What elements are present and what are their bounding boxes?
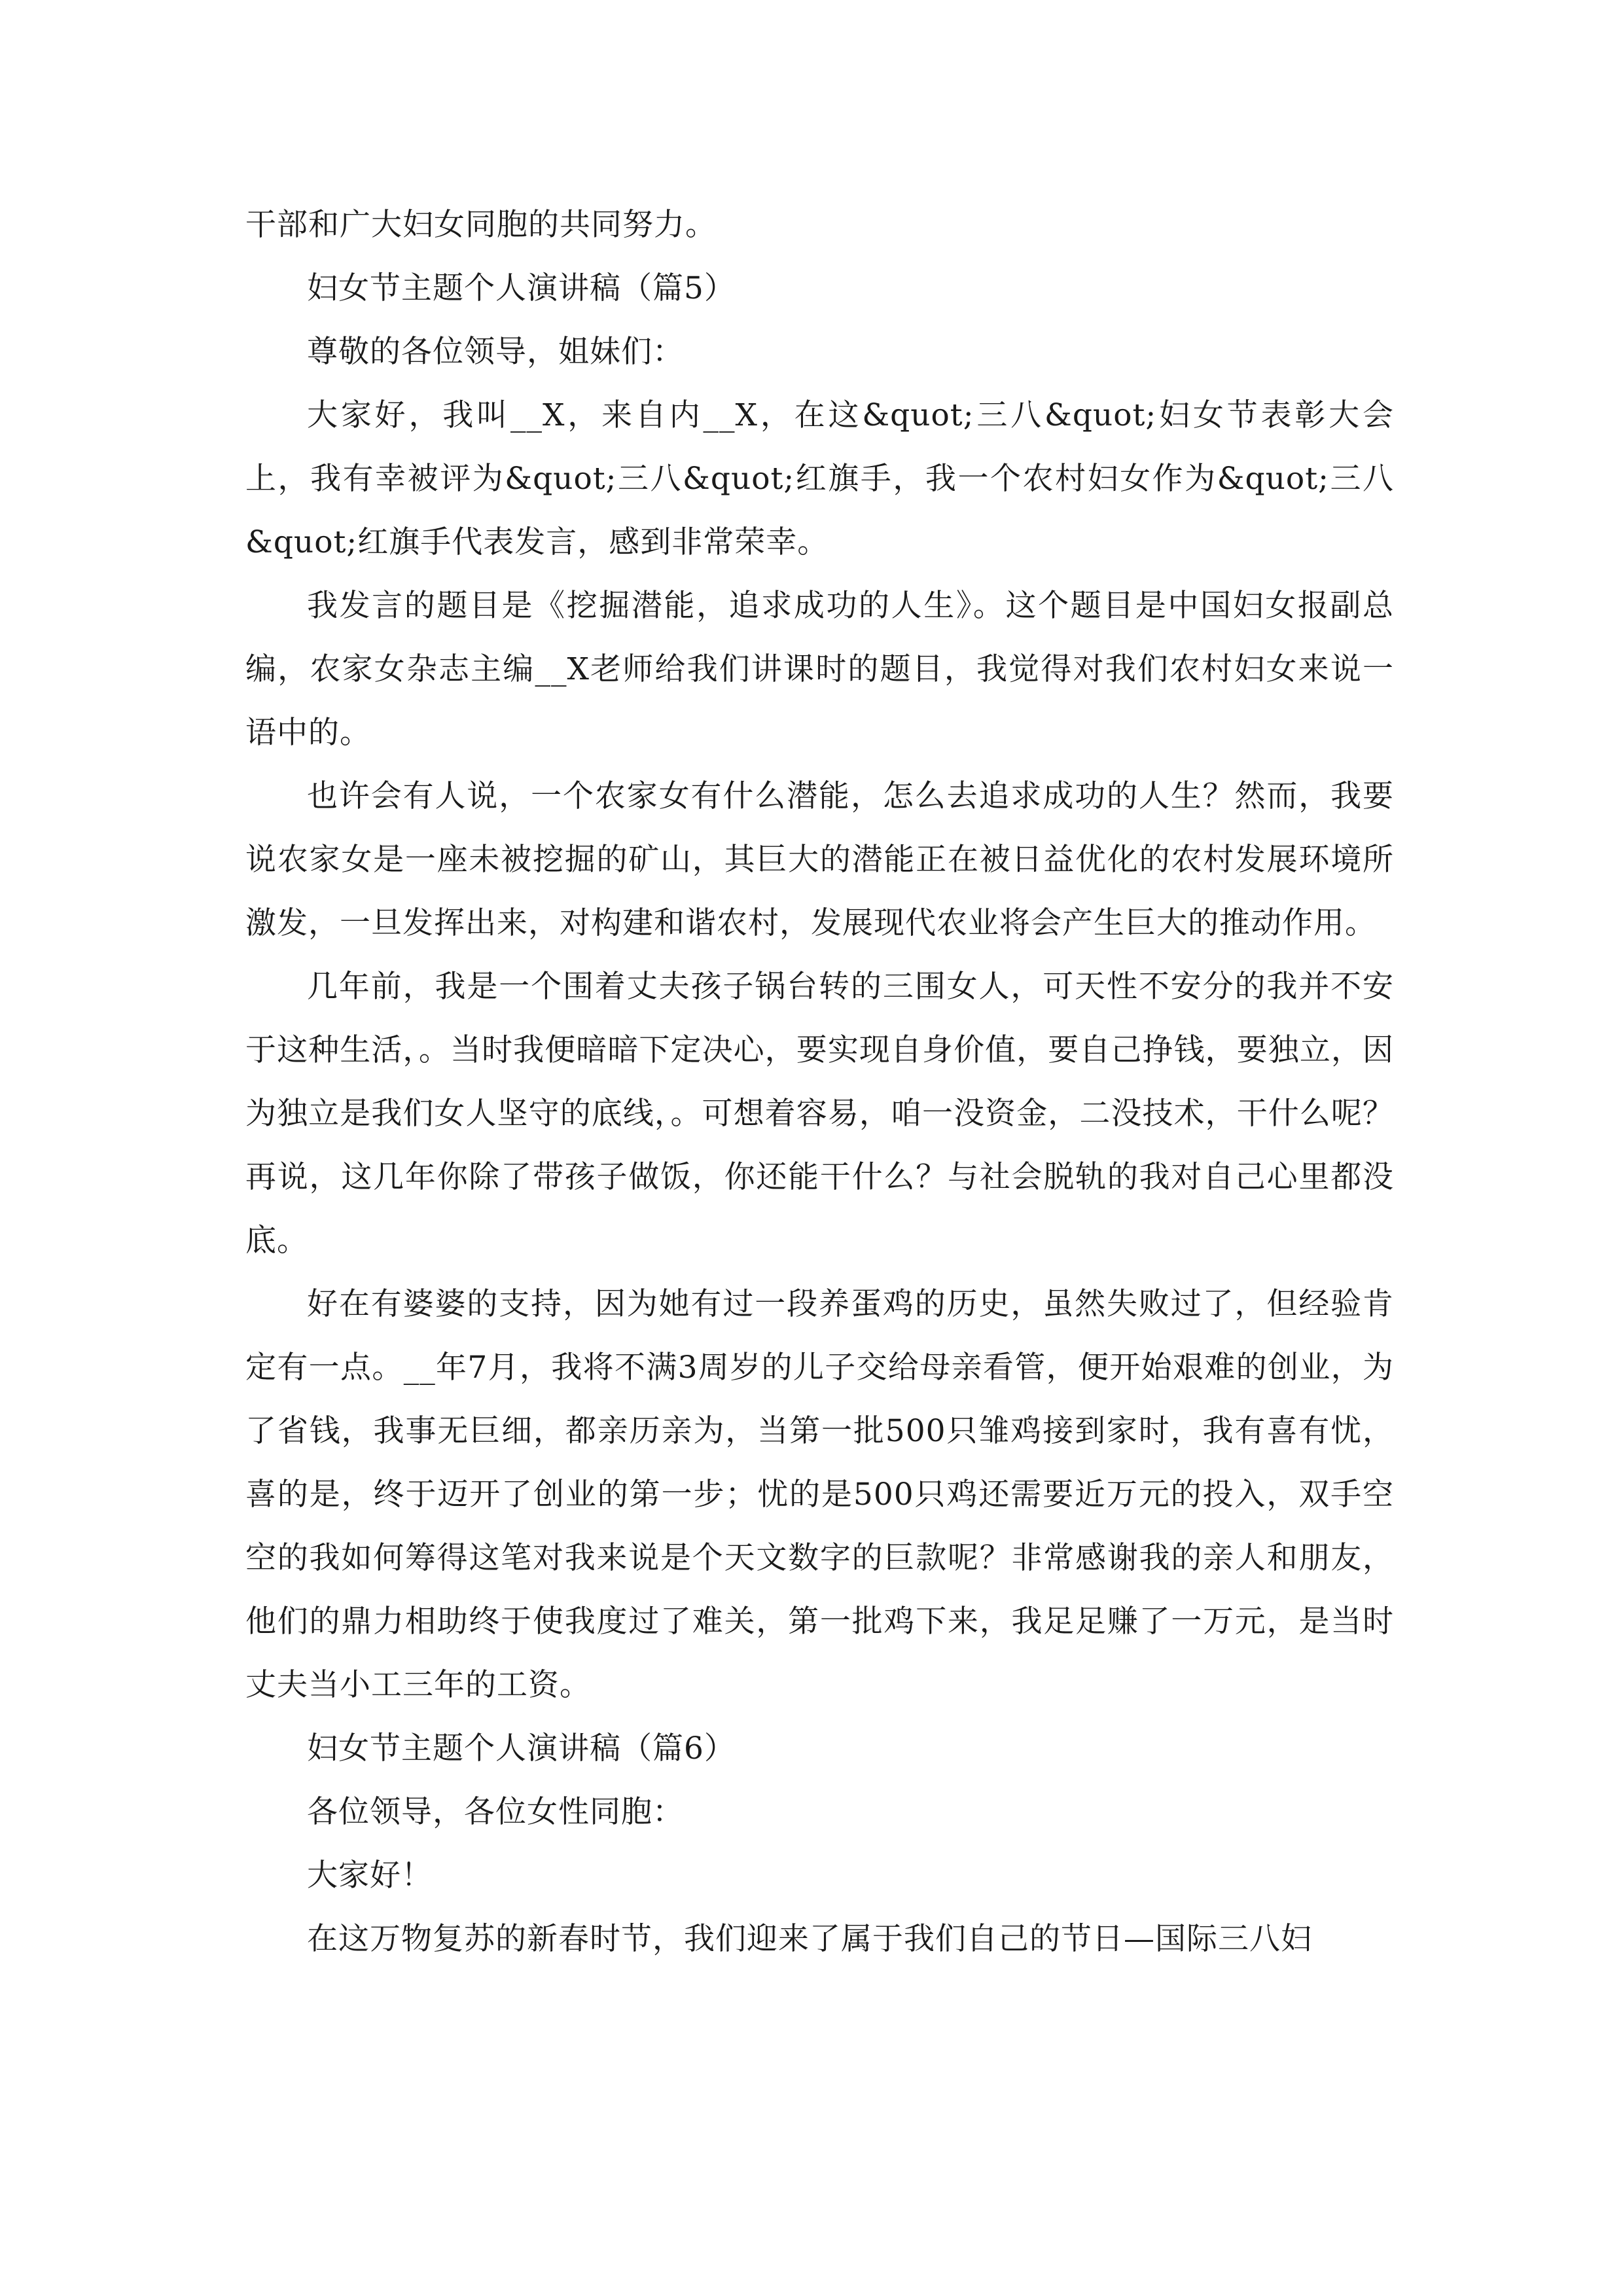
paragraph: 好在有婆婆的支持，因为她有过一段养蛋鸡的历史，虽然失败过了，但经验肯定有一点。__年7月，我将不满3周岁的儿子交给母亲看管，便开始艰难的创业，为了省钱，我事无巨细，都亲历亲为，当第一批500只雏鸡接到家时，我有喜有忧，喜的是，终于迈开了创业的第一步；忧的是500只鸡还需要近万元的投入，双手空空的我如何筹得这笔对我来说是个天文数字的巨款呢？非常感谢我的亲人和朋友，他们的鼎力相助终于使我度过了难关，第一批鸡下来，我足足赚了一万元，是当时丈夫当小工三年的工资。: [245, 1286, 1394, 1703]
paragraph: 我发言的题目是《挖掘潜能，追求成功的人生》。这个题目是中国妇女报副总编，农家女杂志主编__X老师给我们讲课时的题目，我觉得对我们农村妇女来说一语中的。: [245, 588, 1394, 751]
section-heading-6: 妇女节主题个人演讲稿（篇6）: [307, 1731, 736, 1767]
salutation: 尊敬的各位领导，姐妹们：: [307, 334, 684, 370]
greeting: 大家好！: [307, 1857, 433, 1893]
salutation: 各位领导，各位女性同胞：: [307, 1794, 684, 1830]
paragraph: 大家好，我叫__X，来自内__X，在这&quot;三八&quot;妇女节表彰大会上，我有幸被评为&quot;三八&quot;红旗手，我一个农村妇女作为&quot;三八&quot;红旗手代表发言，感到非常荣幸。: [245, 397, 1394, 560]
paragraph: 也许会有人说，一个农家女有什么潜能，怎么去追求成功的人生？然而，我要说农家女是一座未被挖掘的矿山，其巨大的潜能正在被日益优化的农村发展环境所激发，一旦发挥出来，对构建和谐农村，发展现代农业将会产生巨大的推动作用。: [245, 778, 1394, 941]
paragraph: 在这万物复苏的新春时节，我们迎来了属于我们自己的节日—国际三八妇: [307, 1921, 1312, 1957]
paragraph-continuation: 干部和广大妇女同胞的共同努力。: [245, 207, 717, 243]
paragraph: 几年前，我是一个围着丈夫孩子锅台转的三围女人，可天性不安分的我并不安于这种生活，。当时我便暗暗下定决心，要实现自身价值，要自己挣钱，要独立，因为独立是我们女人坚守的底线，。可想着容易，咱一没资金，二没技术，干什么呢？再说，这几年你除了带孩子做饭，你还能干什么？与社会脱轨的我对自己心里都没底。: [245, 969, 1394, 1259]
document-body: [245, 193, 1394, 1971]
section-heading-5: 妇女节主题个人演讲稿（篇5）: [307, 270, 736, 306]
